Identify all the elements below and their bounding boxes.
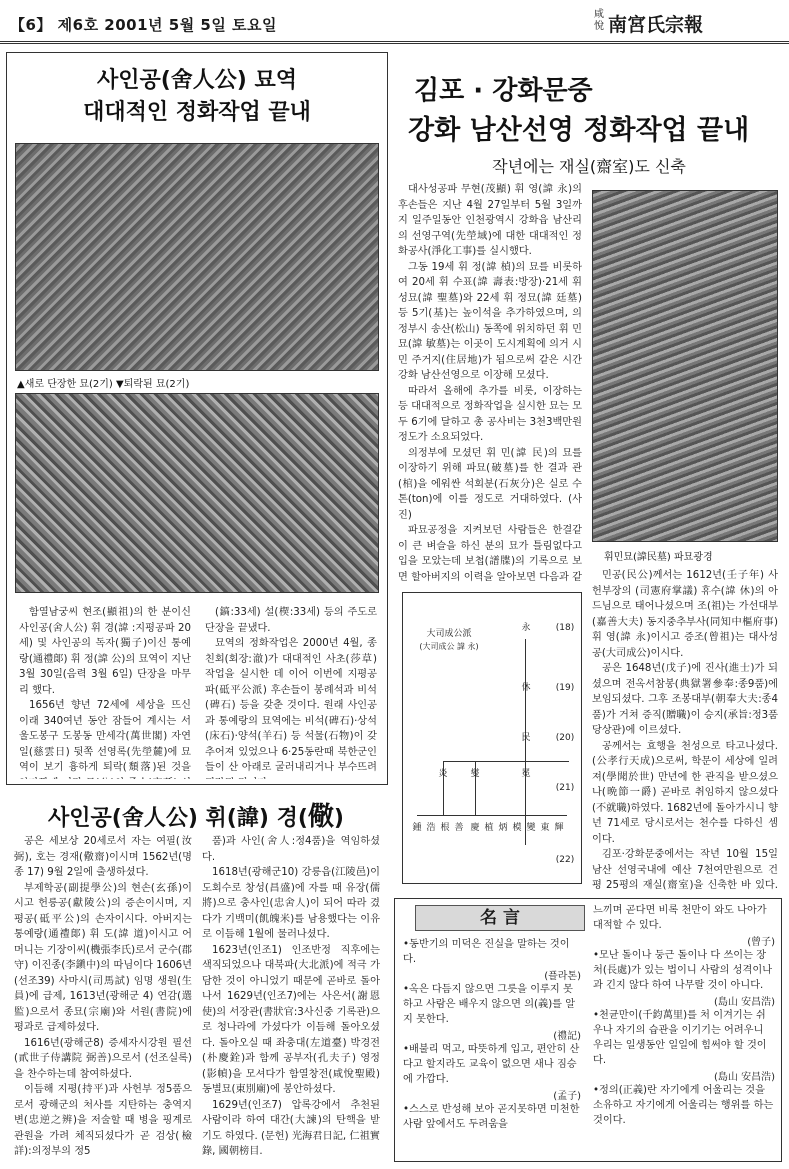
tree-node: 冕 <box>521 769 531 779</box>
paragraph: 품)과 사인(舍人:정4품)을 역임하셨다. <box>202 836 380 863</box>
generation-label: (20) <box>555 733 575 743</box>
quote-item: •배불리 먹고, 따뜻하게 입고, 편안히 산다고 할지라도 교육이 없으면 새나 짐승에 가깝다. <box>403 1044 580 1085</box>
tree-top-label: 大司成公派 <box>426 629 472 639</box>
tree-node: 善 <box>454 823 464 833</box>
paragraph: 공께서는 효행을 천성으로 타고나셨다. (公孝行天成)으로써, 학문이 세상에 일려져(學聞於世) 만년에 한 관직을 받으셨으나(晩節一爵) 곧바로 취임하지 않으셨다(不就職)하였다. 1682년에 돌아가시니 향년 71세로 당시로서는 천수를 다하신 셈이다. <box>592 740 778 845</box>
quote-item: •천균만이(千鈞萬里)를 처 이겨기는 쉬우나 자기의 습관을 이기기는 어려우니 우리는 일생동안 일일에 힘써야 할 것이다. <box>593 1010 767 1066</box>
generation-label: (22) <box>555 855 575 865</box>
tree-node: 炳 <box>498 823 508 833</box>
paragraph: 그동 19세 휘 정(諱 楨)의 묘를 비롯하여 20세 휘 수표(諱 壽表:방장)·21세 휘 성묘(諱 聖墓)와 22세 휘 정묘(諱 廷墓) 등 5기(基)는 높이석을 추가하였으며, 의정부시 송산(松山) 동쪽에 위치하던 휘 민묘(諱 敏墓)는 이곳이 도시계획에 의거 시민 주거지(住居地)가 됨으로써 같은 시간 강화 남산선영으로 이장해 모셨다. <box>398 261 582 381</box>
generation-label: (19) <box>555 683 575 693</box>
quote-item: •정의(正義)란 자기에게 어울리는 것을 소유하고 자기에게 어울리는 행위를 하는 것이다. <box>593 1085 774 1126</box>
quote-item: •동반기의 미덕은 진실을 말하는 것이다. <box>403 939 570 965</box>
tree-node: 模 <box>512 823 522 833</box>
paragraph: 이듬해 지평(持平)과 사헌부 정5품으로서 광해군의 처사를 지탄하는 충역지변(忠逆之辨)을 저술할 때 병을 핑계로 관원을 가려 체직되셨다가 곧 검상(檢詳):의정부의 정5 <box>14 1084 192 1156</box>
quotes-left-column <box>403 937 581 1132</box>
tree-node: 燮 <box>470 769 480 779</box>
paragraph: 파묘공정을 지켜보던 사람들은 한결같이 큰 벼슬을 하신 분의 묘가 틀림없다고 입을 모았는데 보첩(譜牒)의 기록으로 보면 할아버지의 이력을 알아보면 다음과 같 <box>398 525 582 582</box>
article-sainkong-tomb <box>6 52 388 785</box>
photo-caption-excavation: 휘민묘(諱民墓) 파묘광경 <box>604 552 713 563</box>
page-info: 【6】 제6호 2001년 5월 5일 토요일 <box>10 16 278 34</box>
article1-title-line2: 대대적인 정화작업 끝내 <box>83 100 311 125</box>
paragraph: 1618년(광해군10) 강릉읍(江陵邑)이 도회수로 창성(昌盛)에 자를 때 유장(儒將)으로 충사인(忠舍人)이 되어 따라 겼다가 기백미(飢魄米)를 남용했다는 이유로 이듬해 1월에 물러나셨다. <box>202 867 380 940</box>
tree-node: 慶 <box>470 823 480 833</box>
tree-node: 植 <box>484 823 494 833</box>
paragraph: 의정부에 모셨던 휘 민(諱 民)의 묘를 이장하기 위해 파묘(破墓)를 한 결과 관(棺)을 에워싼 석회분(石灰分)은 실로 수톤(ton)에 이를 정도로 거대하였다. (사진) <box>398 447 582 521</box>
tree-node: 民 <box>521 733 531 743</box>
title-hanja: 儆 <box>307 802 334 832</box>
newspaper-header <box>0 0 789 44</box>
logo-small: 咸悅 <box>594 9 604 32</box>
quote-item: •옥은 다듬지 않으면 그릇을 이루지 못하고 사람은 배우지 않으면 의(義)를 알지 못한다. <box>403 984 576 1025</box>
article1-title-line1: 사인공(舍人公) 묘역 <box>96 68 298 93</box>
paragraph: 김포·강화문중에서는 작년 10월 15일 남산 선영국내에 예산 7천여만원으로 건평 25평의 재실(齋室)을 신축한 바 있다. <box>592 849 778 890</box>
tree-node: 輝 <box>554 823 564 833</box>
tree-top-sub: (大司成公 諱 永) <box>419 642 479 651</box>
article3-title-line2: 강화 남산선영 정화작업 끝내 <box>408 115 750 146</box>
newspaper-logo: 南宮氏宗報 <box>608 14 704 36</box>
photo-renovated-tombs <box>15 143 379 371</box>
article2-title <box>6 796 386 833</box>
paragraph: 1656년 향년 72세에 세상을 뜨신 이래 340여년 동안 잠들어 계시는 서울도봉구 도봉동 만세각(萬世閣) 자연일(慈雲日) 뒷쪽 선영록(先塋麓)에 묘역이 보기 흉하게 퇴락(頹落)된 것을 <box>19 700 191 773</box>
family-tree <box>402 592 582 884</box>
tree-node: 變 <box>526 823 536 833</box>
generation-label: (21) <box>555 783 575 793</box>
paragraph: 공은 1648년(戊子)에 진사(進士)가 되셨으며 전옥서참봉(典獄署參奉:종9품)에 보임되셨다. 그후 조봉대부(朝奉大夫:종4품)가 거쳐 증직(贈職)이 승지(承旨:정3품 당상관)에 이르셨다. <box>592 663 778 736</box>
title-end: ) <box>333 806 344 831</box>
quote-item: •모난 돌이나 둥근 돌이나 다 쓰이는 장처(長處)가 있는 법이니 사람의 성격이나 과 긴지 않다 하여 나무랄 것이 아니다. <box>593 950 773 991</box>
article3-subtitle: 작년에는 재실(齋室)도 신축 <box>492 157 686 176</box>
paragraph: 함열남궁씨 현조(顯祖)의 한 분이신 사인공(舍人公) 휘 경(諱 :지평공파 20세) 및 사인공의 독자(獨子)이신 통예랑(通禮郞) 휘 정(諱 公)의 묘역이 지난 3월 30일(음력 3월 6일) 단장을 마무리 했다. <box>19 607 191 696</box>
paragraph: 1629년(인조7) 압록강에서 추천된 사람이라 하여 대간(大諫)의 탄핵을 받기도 하였다. (문헌) 光海君日記, 仁祖實錄, 國朝榜目. <box>202 1099 380 1156</box>
quote-item: •스스로 반성해 보아 곧지못하면 미천한 사람 앞에서도 두려움을 <box>403 1104 580 1130</box>
tree-node: 浩 <box>426 823 436 833</box>
article3-col2 <box>592 568 778 890</box>
quotes-right-column <box>593 903 775 1128</box>
paragraph: 공은 세보상 20세로서 자는 여필(汝弼), 호는 경재(儆齋)이시며 1562년(명종 17) 9월 2일에 출생하셨다. <box>14 836 192 878</box>
tree-node: 根 <box>440 823 450 833</box>
paragraph: 묘역의 정화작업은 2000년 4월, 종친회(회장:澈)가 대대적인 사초(莎草)작업을 실시한 데 이어 이번에 지평공파(砥平公派) 후손들이 봉례석과 비석(碑石) 등을 갖춘 것이다. 원래 사인공과 통예랑의 묘역에는 비석(碑石)·상석(床石)·양석(羊石) 등 석물(石物)이 갖추어져 있었으나 6·25동란때 북한군인들이 산 아래로 굴러내리거나 부수뜨려 <box>205 638 377 773</box>
paragraph: (鎬:33세) 설(楔:33세) 등의 주도로 단장을 끝냈다. <box>205 607 377 634</box>
paragraph: 민공(民公)께서는 1612년(壬子年) 사헌부장의 (司憲府掌議) 휴수(諱 休)의 아드님으로 태어나셨으며 조(祖)는 가선대부(嘉善大夫) 동지중추부사(同知中樞府事) 휘 영(諱 永)이시고 증조(曾祖)는 대사성공(大司成公)이시다. <box>592 570 778 659</box>
tree-node: 鍾 <box>412 823 422 833</box>
generation-label: (18) <box>555 623 575 633</box>
quote-source: (禮記) <box>553 1031 581 1042</box>
quotes-title: 名 言 <box>415 905 585 931</box>
article-gimpo-ganghwa <box>394 52 784 892</box>
paragraph: 대사성공파 무현(茂顯) 휘 영(諱 永)의 후손들은 지난 4월 27일부터 5월 3일까지 일주일동안 인천광역시 강화읍 남산리의 선영구역(先塋域)에 대한 대대적인 정화공사(淨化工事)를 실시했다. <box>398 184 582 257</box>
quote-source: (島山 安昌浩) <box>714 1072 775 1083</box>
tree-node: 東 <box>540 823 550 833</box>
quote-source: (플라톤) <box>544 971 581 982</box>
article2-col1 <box>14 834 192 1156</box>
article3-title-line1: 김포 · 강화문중 <box>414 76 593 106</box>
paragraph: 1616년(광해군8) 증세자시강원 필선(貳世子侍講院 弼善)으로서 (선조실록)을 찬수하는데 참여하셨다. <box>14 1037 192 1080</box>
quote-source: (島山 安昌浩) <box>714 997 775 1008</box>
photo-tomb-excavation <box>592 190 778 542</box>
article3-col1 <box>398 182 582 582</box>
quotes-box <box>394 898 782 1162</box>
article1-col1 <box>19 605 191 779</box>
quote-source: (孟子) <box>553 1091 581 1102</box>
article2-col2 <box>202 834 380 1156</box>
paragraph: 부제학공(副提學公)의 현손(玄孫)이시고 헌릉공(獻陵公)의 증손이시며, 지평공(砥平公)의 손자이시다. 아버지는 통예랑(通禮郞) 휘 도(諱 道)이시고 어머니는 기장이씨(機張李氏)로서 군수(郡守) 이진종(李鎭中)의 따님이다 1606년(선조39) 사마시(司馬試) 임명 생원(生員)에 급제, 1613년(광해군 4) 연감(選監)으로서 종묘(宗廟)와 서원(書院)에 평과로 급제하셨다. <box>14 882 192 1033</box>
quote-item: 느끼며 곧다면 비록 천만이 와도 나아가 대적할 수 있다. <box>593 905 767 931</box>
tree-node: 永 <box>521 623 531 633</box>
paragraph: 따라서 올해에 추가를 비롯, 이장하는 등 대대적으로 정화작업을 실시한 묘는 모두 6기에 달하고 총 공사비는 3천3백만원 정도가 소요되었다. <box>398 385 582 443</box>
quote-source: (曾子) <box>747 937 775 948</box>
article-sainkong-biography <box>6 790 388 1162</box>
paragraph: 1623년(인조1) 인조반정 직후에는 색직되었으나 대북파(大北派)에 적극 가담한 것이 아니었기 때문에 곧바로 돌아나서 1629년(인조7)에는 사은서(謝恩使)의 서장관(書狀官:3사신중 기록관)으로 청나라에 가셨다가 이듬해 돌아오셨다. 돌아오실 때 좌충대(左道臺) 박경전(朴慶銓)과 함께 공부자(孔夫子) 영정(影幀)을 모셔다가 함열창전(咸悅聖殿) 동별묘(東別廟)에 봉안하셨다. <box>202 944 380 1095</box>
article1-col2 <box>205 605 377 779</box>
photo-caption: ▲새로 단장한 묘(2기) ▼퇴락된 묘(2기) <box>17 379 190 390</box>
photo-old-tombs <box>15 393 379 593</box>
tree-node: 炎 <box>438 769 448 779</box>
tree-node: 休 <box>521 683 531 693</box>
title-text: 사인공(舍人公) 휘(諱) 경( <box>48 806 308 831</box>
